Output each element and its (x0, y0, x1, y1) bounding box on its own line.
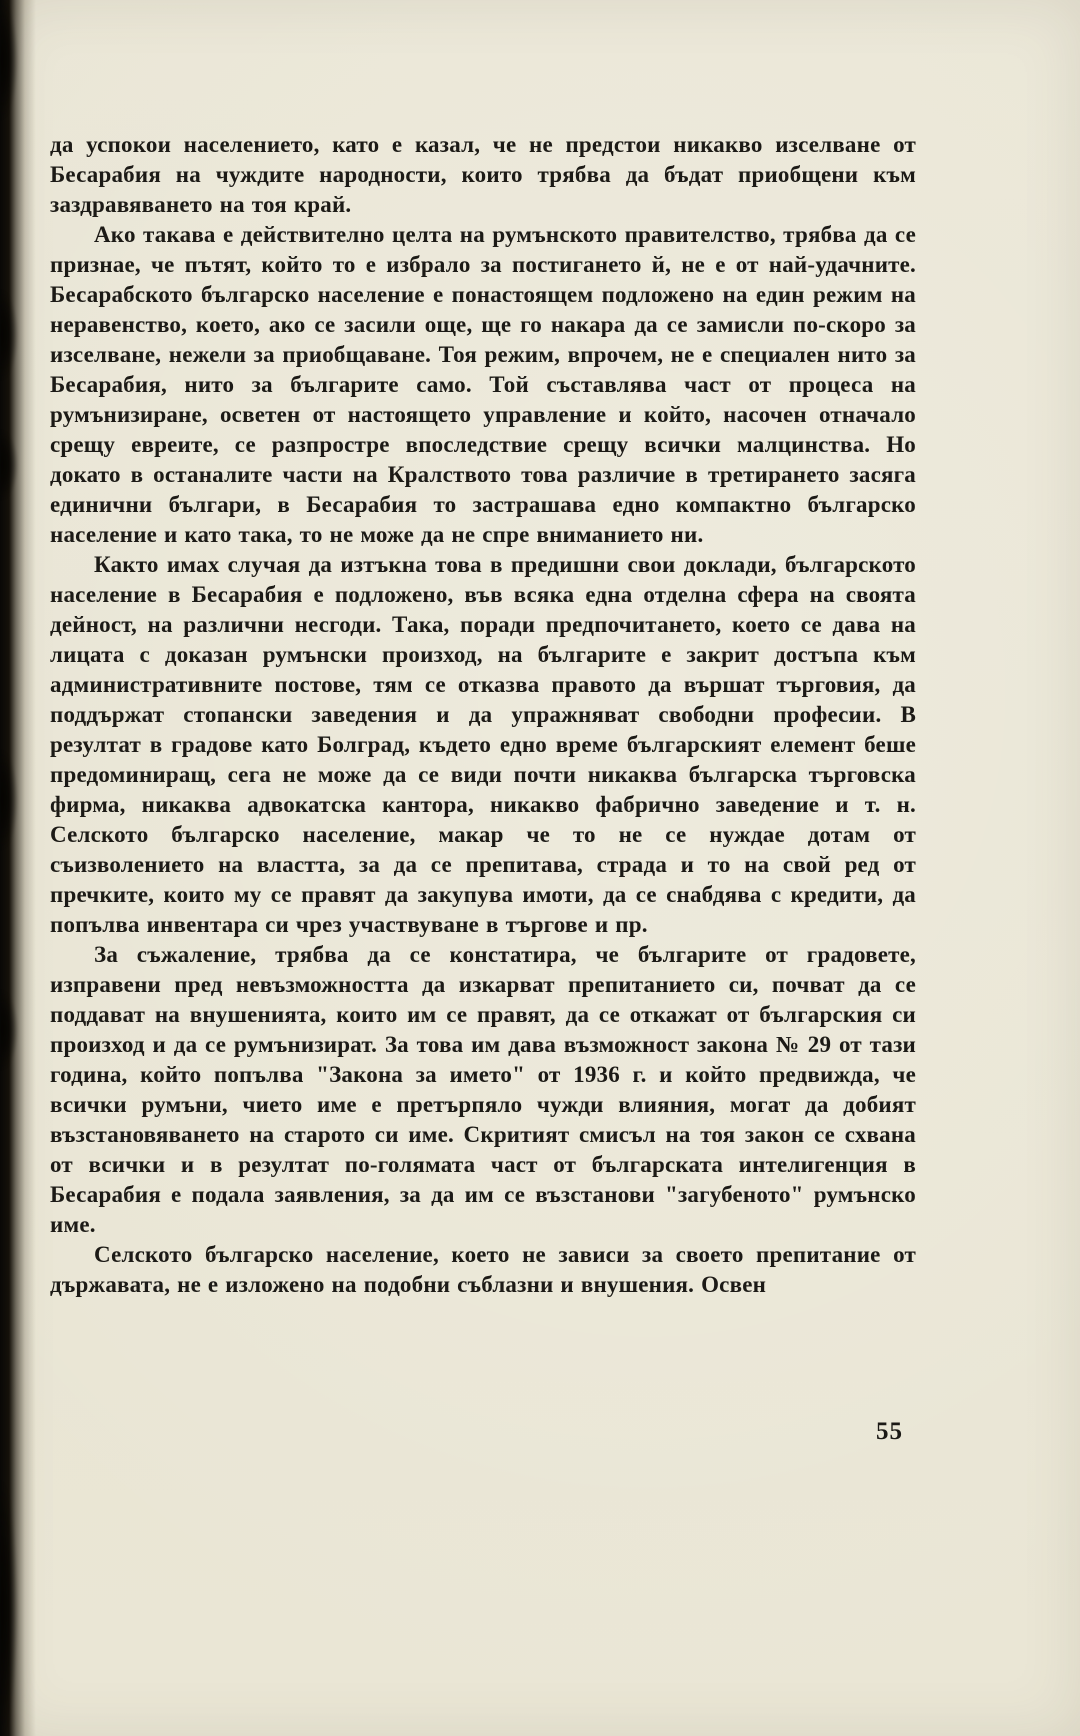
binding-smudge (0, 990, 26, 1070)
paragraph: Както имах случая да изтъкна това в предишни свои доклади, българското население в Бесарабия е подложено, във всяка една отделна сфера на своята дейност, на различни несгоди. Така, поради предпочитането, което се дава на лицата с доказан румънски произход, на българите е закрит достъпа към административните постове, тям се отказва правото да вършат търговия, да поддържат стопански заведения и да упражняват свободни професии. В резултат в градове като Болград, където едно време българският елемент беше предоминиращ, сега не може да се види почти никаква българска търговска фирма, никаква адвокатска кантора, никакво фабрично заведение и т. н. Селското българско население, макар че то не се нуждае дотам от съизволението на властта, за да се препитава, страда и то на свой ред от пречките, които му се правят да закупува имоти, да се снабдява с кредити, да попълва инвентара си чрез участвуване в търгове и пр. (50, 552, 916, 937)
paragraph: Ако такава е действително целта на румънското правителство, трябва да се признае, че пътят, който то е избрало за постигането й, не е от най-удачните. Бесарабското българско население е понастоящем подложено на един режим на неравенство, което, ако се засили още, ще го накара да се замисли по-скоро за изселване, нежели за приобщаване. Тоя режим, впрочем, не е специален нито за Бесарабия, нито за българите само. Той съставлява част от процеса на румънизиране, осветен от настоящето управление и който, насочен отначало срещу евреите, се разпростре впоследствие срещу всички малцинства. Но докато в останалите части на Кралството това различие в третирането засяга единични българи, в Бесарабия то застрашава едно компактно българско население и като така, то не може да не спре вниманието ни. (50, 222, 916, 547)
binding-smudge (0, 430, 26, 500)
page-text-block (50, 130, 916, 1300)
paragraph: За съжаление, трябва да се констатира, че българите от градовете, изправени пред невъзможността да изкарват препитанието си, почват да се поддават на внушенията, които им се правят, да се откажат от българския си произход и да се румънизират. За това им дава възможност закона № 29 от тази година, който попълва "Закона за името" от 1936 г. и който предвижда, че всички румъни, чието име е претърпяло чужди влияния, могат да добият възстановяването на старото си име. Скритият смисъл на тоя закон се схвана от всички и в резултат по-голямата част от българската интелигенция в Бесарабия е подала заявления, за да им се възстанови "загубеното" румънско име. (50, 942, 916, 1237)
book-binding-shadow (0, 0, 36, 1736)
binding-smudge (0, 290, 26, 380)
paragraph: да успокои населението, като е казал, че не предстои никакво изселване от Бесарабия на чуждите народности, които трябва да бъдат приобщени към заздравяването на тоя край. (50, 132, 916, 217)
binding-smudge (0, 0, 26, 120)
binding-smudge (0, 750, 26, 850)
paragraph: Селското българско население, което не зависи за своето препитание от държавата, не е изложено на подобни съблазни и внушения. Освен (50, 1242, 916, 1297)
page-number: 55 (876, 1418, 903, 1445)
binding-smudge (0, 1480, 26, 1736)
